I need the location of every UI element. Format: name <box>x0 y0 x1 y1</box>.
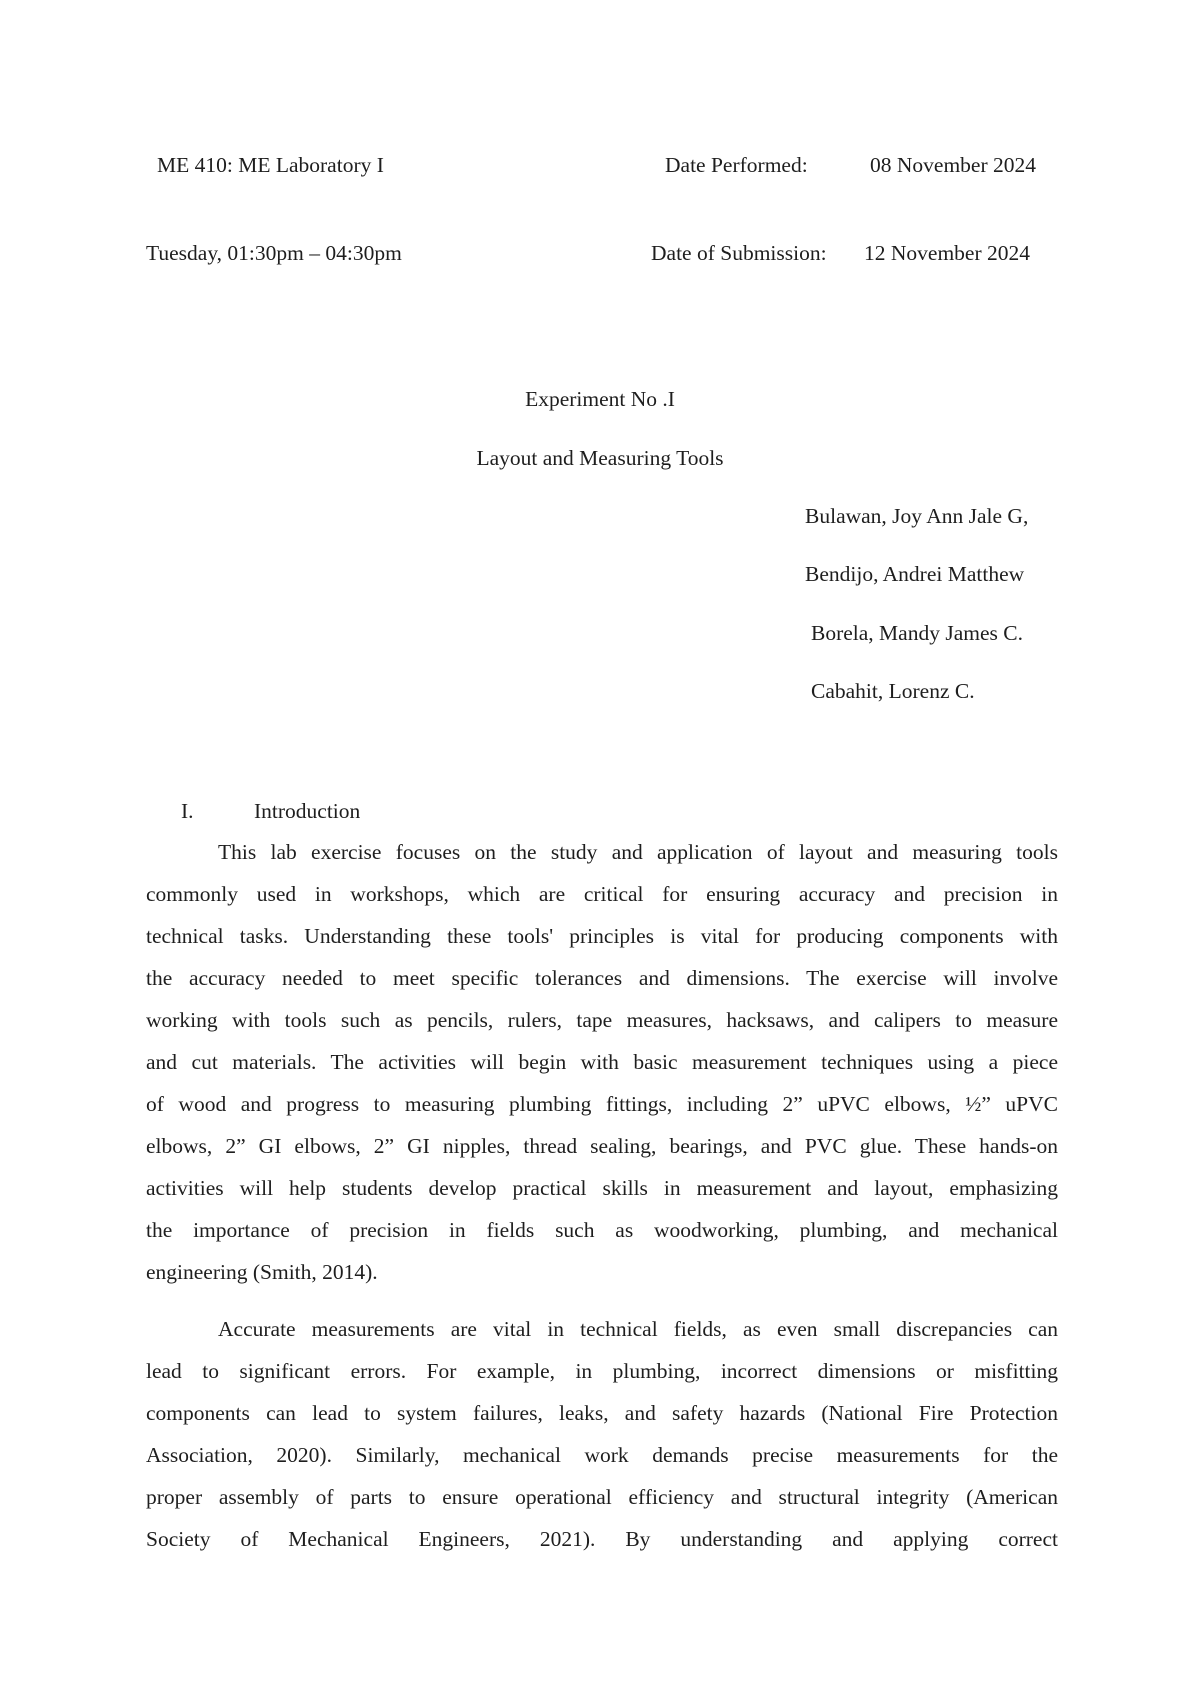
paragraph-line: This lab exercise focuses on the study and application of layout and measuring tools <box>218 840 1058 864</box>
paragraph-line: proper assembly of parts to ensure operational efficiency and structural integrity (American <box>146 1485 1058 1509</box>
paragraph-line: of wood and progress to measuring plumbing fittings, including 2” uPVC elbows, ½” uPVC <box>146 1092 1058 1116</box>
class-schedule: Tuesday, 01:30pm – 04:30pm <box>146 241 402 265</box>
date-performed-label: Date Performed: <box>665 153 808 177</box>
paragraph-line: Accurate measurements are vital in technical fields, as even small discrepancies can <box>218 1317 1058 1341</box>
paragraph-line: lead to significant errors. For example, in plumbing, incorrect dimensions or misfitting <box>146 1359 1058 1383</box>
paragraph-line: components can lead to system failures, leaks, and safety hazards (National Fire Protection <box>146 1401 1058 1425</box>
paragraph-line: elbows, 2” GI elbows, 2” GI nipples, thread sealing, bearings, and PVC glue. These hands-on <box>146 1134 1058 1158</box>
author-1: Bulawan, Joy Ann Jale G, <box>805 504 1029 528</box>
paragraph-line: technical tasks. Understanding these tools' principles is vital for producing components with <box>146 924 1058 948</box>
paragraph-line: commonly used in workshops, which are critical for ensuring accuracy and precision in <box>146 882 1058 906</box>
paragraph-line: and cut materials. The activities will begin with basic measurement techniques using a piece <box>146 1050 1058 1074</box>
paragraph-line: engineering (Smith, 2014). <box>146 1260 378 1284</box>
paragraph-line: the importance of precision in fields such as woodworking, plumbing, and mechanical <box>146 1218 1058 1242</box>
author-2: Bendijo, Andrei Matthew <box>805 562 1025 586</box>
date-submission-label: Date of Submission: <box>651 241 827 265</box>
paragraph-line: Association, 2020). Similarly, mechanical work demands precise measurements for the <box>146 1443 1058 1467</box>
paragraph-line: activities will help students develop practical skills in measurement and layout, emphasizing <box>146 1176 1058 1200</box>
section-heading: Introduction <box>254 799 361 823</box>
intro-paragraph-2 <box>146 1308 1058 1560</box>
course-code: ME 410: ME Laboratory I <box>157 153 384 177</box>
section-number: I. <box>181 799 194 823</box>
author-4: Cabahit, Lorenz C. <box>811 679 975 703</box>
paragraph-line: working with tools such as pencils, rulers, tape measures, hacksaws, and calipers to measure <box>146 1008 1058 1032</box>
paragraph-line: Society of Mechanical Engineers, 2021). By understanding and applying correct <box>146 1527 1058 1551</box>
date-submission-value: 12 November 2024 <box>864 241 1030 265</box>
experiment-number: Experiment No .I <box>525 387 675 411</box>
experiment-title: Layout and Measuring Tools <box>476 446 724 470</box>
paragraph-line: the accuracy needed to meet specific tolerances and dimensions. The exercise will involve <box>146 966 1058 990</box>
intro-paragraph-1 <box>146 831 1058 1293</box>
date-performed-value: 08 November 2024 <box>870 153 1036 177</box>
author-3: Borela, Mandy James C. <box>811 621 1023 645</box>
